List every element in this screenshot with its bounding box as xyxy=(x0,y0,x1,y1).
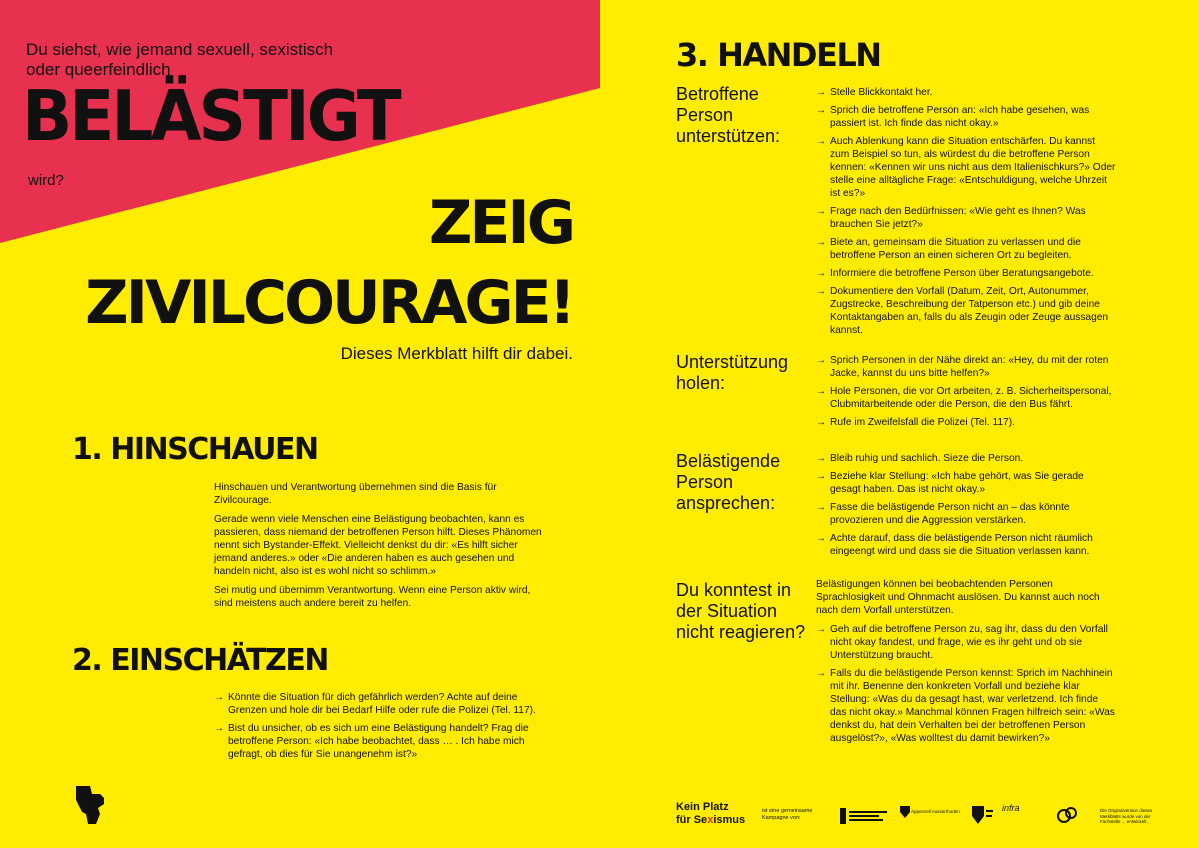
list-item: → Falls du die belästigende Person kennst: Sprich im Nachhinein mit ihr. Benenne den konkreten Vorfall und beziehe klar Stellung: «Was du da gesagt hast, war verletzend. Ich finde das nicht okay.» Manchmal können Fragen hilfreich sein: «Was denkst du, hat dein Verhalten bei der betroffenen Person ausgelöst?», «Was wolltest du damit bewirken?» xyxy=(816,668,1115,744)
arrow-icon: → xyxy=(816,417,827,428)
list-item: → Fasse die belästigende Person nicht an – das könnte provozieren und die Aggression verstärken. xyxy=(816,502,1070,526)
arrow-icon: → xyxy=(816,136,827,147)
campaign-text: ist eine gemeinsame Kampagne von: xyxy=(762,808,813,821)
list-item: → Sprich Personen in der Nähe direkt an: «Hey, du mit der roten Jacke, kannst du uns bitte helfen?» xyxy=(816,355,1109,379)
partner-infra: infra xyxy=(1002,803,1020,813)
list-item: → Auch Ablenkung kann die Situation entschärfen. Du kannst zum Beispiel so tun, als würdest du die betroffene Person kennen: «Kennen wir uns nicht aus dem Italienischkurs?» Oder stelle eine alltägliche Frage: «Entschuldigung, welche Uhrzeit ist es?» xyxy=(816,136,1116,199)
section-1-paragraph: Hinschauen und Verantwortung übernehmen sind die Basis für Zivilcourage. xyxy=(214,482,497,506)
arrow-icon: → xyxy=(816,533,827,544)
list-item: → Könnte die Situation für dich gefährlich werden? Achte auf deine Grenzen und hole dir bei Bedarf Hilfe oder rufe die Polizei (Tel. 117). xyxy=(214,692,536,716)
group-heading-ansprechen: Belästigende Person ansprechen: xyxy=(676,451,781,513)
list-item: → Informiere die betroffene Person über Beratungsangebote. xyxy=(816,268,1094,279)
partner-appenzell: Appenzell Ausserrhoden xyxy=(900,806,960,818)
arrow-icon: → xyxy=(816,105,827,116)
headline-zivilcourage: ZIVILCOURAGE! xyxy=(85,268,573,338)
arrow-icon: → xyxy=(816,471,827,482)
group-body-ansprechen xyxy=(816,452,1116,563)
list-item: → Stelle Blickkontakt her. xyxy=(816,87,933,98)
group-body-unterstuetzung-holen xyxy=(816,354,1116,434)
intro-text: Du siehst, wie jemand sexuell, sexistisch oder queerfeindlich xyxy=(26,40,334,79)
section-1-title: 1. HINSCHAUEN xyxy=(72,432,318,467)
group-body-unterstuetzen xyxy=(816,86,1116,342)
arrow-icon: → xyxy=(816,502,827,513)
list-item: → Dokumentiere den Vorfall (Datum, Zeit, Ort, Autonummer, Zugstrecke, Beschreibung der Tatperson etc.) und gib deine Kontaktangaben an, falls du als Zeugin oder Zeuge aussagen kannst. xyxy=(816,286,1109,336)
list-item: → Beziehe klar Stellung: «Ich habe gehört, was Sie gerade gesagt haben. Das ist nicht okay.» xyxy=(816,471,1084,495)
arrow-icon: → xyxy=(816,87,827,98)
arrow-icon: → xyxy=(816,355,827,366)
section-1-body xyxy=(214,481,544,616)
group-intro: Belästigungen können bei beobachtenden Personen Sprachlosigkeit und Ohnmacht auslösen. Du kannst auch noch nach dem Vorfall unterstützen. xyxy=(816,579,1100,616)
crest-icon xyxy=(900,806,910,818)
section-3-title: 3. HANDELN xyxy=(676,36,881,74)
fineprint: Die Originalversion dieses Merkblatts wurde von der Fachstelle ... entwickelt. xyxy=(1100,808,1153,824)
section-1-paragraph: Gerade wenn viele Menschen eine Belästigung beobachten, kann es passieren, dass niemand der betroffenen Person hilft. Dieses Phänomen nennt sich Bystander-Effekt. Vielleicht denkst du dir: «Es hilft sicher jemand anderes.» oder «Die anderen haben es auch gesehen und handeln nicht, also ist es wohl nicht so schlimm.» xyxy=(214,514,542,577)
pointing-hand-icon xyxy=(74,784,110,826)
list-item: → Frage nach den Bedürfnissen: «Wie geht es Ihnen? Was brauchen Sie jetzt?» xyxy=(816,206,1086,230)
arrow-icon: → xyxy=(816,386,827,397)
campaign-logo: Kein Platz für Sexismus xyxy=(676,801,746,826)
arrow-icon: → xyxy=(816,206,827,217)
section-1-paragraph: Sei mutig und übernimm Verantwortung. Wenn eine Person aktiv wird, sind meistens auch andere bereit zu helfen. xyxy=(214,585,531,609)
arrow-icon: → xyxy=(214,692,225,703)
list-item: → Achte darauf, dass die belästigende Person nicht räumlich eingeengt wird und dass sie die Situation verlassen kann. xyxy=(816,533,1093,557)
group-heading-unterstuetzung-holen: Unterstützung holen: xyxy=(676,352,789,393)
partner-logo-bar xyxy=(840,808,890,824)
arrow-icon: → xyxy=(816,453,827,464)
list-item: → Hole Personen, die vor Ort arbeiten, z. B. Sicherheitspersonal, Clubmitarbeitende oder die Person, die den Bus fährt. xyxy=(816,386,1112,410)
arrow-icon: → xyxy=(816,286,827,297)
list-item: → Geh auf die betroffene Person zu, sag ihr, dass du den Vorfall nicht okay fandest, und frage, wie es ihr geht und ob sie Unterstützung braucht. xyxy=(816,624,1108,661)
list-item: → Biete an, gemeinsam die Situation zu verlassen und die betroffene Person an einen sicheren Ort zu begleiten. xyxy=(816,237,1081,261)
section-2-title: 2. EINSCHÄTZEN xyxy=(72,643,328,678)
arrow-icon: → xyxy=(816,668,827,679)
subtitle: Dieses Merkblatt hilft dir dabei. xyxy=(340,344,573,363)
group-body-nicht-reagiert xyxy=(816,578,1116,750)
partner-crest-logo xyxy=(970,806,994,826)
headline-zeig: ZEIG xyxy=(428,188,573,258)
section-2-body xyxy=(214,691,544,766)
arrow-icon: → xyxy=(816,237,827,248)
list-item: → Sprich die betroffene Person an: «Ich habe gesehen, was passiert ist. Ich finde das nicht okay.» xyxy=(816,105,1090,129)
group-heading-nicht-reagiert: Du konntest in der Situation nicht reagieren? xyxy=(676,580,806,642)
arrow-icon: → xyxy=(816,268,827,279)
headline-belaestigt: BELÄSTIGT xyxy=(22,75,399,157)
list-item: → Bist du unsicher, ob es sich um eine Belästigung handelt? Frag die betroffene Person: «Ich habe beobachtet, dass … . Ich habe mich gefragt, ob dies für Sie unangenehm ist?» xyxy=(214,723,529,760)
list-item: → Bleib ruhig und sachlich. Sieze die Person. xyxy=(816,453,1024,464)
group-heading-unterstuetzen: Betroffene Person unterstützen: xyxy=(676,84,781,146)
partner-swirl-logo xyxy=(1056,806,1078,826)
intro-suffix: wird? xyxy=(28,172,64,189)
arrow-icon: → xyxy=(214,723,225,734)
arrow-icon: → xyxy=(816,624,827,635)
list-item: → Rufe im Zweifelsfall die Polizei (Tel. 117). xyxy=(816,417,1015,428)
